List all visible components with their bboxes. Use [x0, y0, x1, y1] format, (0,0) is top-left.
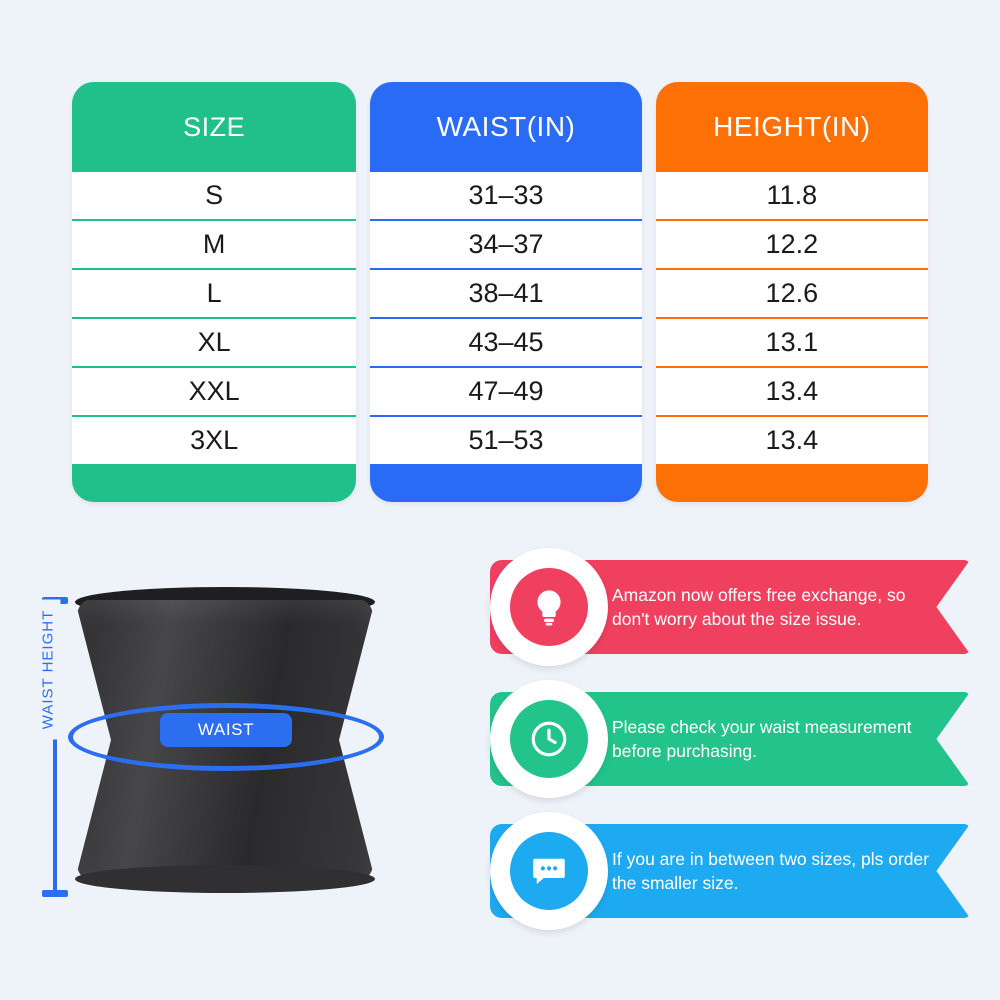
table-cell: 43–45 [370, 319, 641, 366]
note-text: Please check your waist measurement before purchasing. [612, 717, 912, 761]
table-cell: 31–33 [370, 172, 641, 219]
height-bar-cap-bottom [42, 890, 68, 897]
table-cell: XXL [72, 368, 356, 415]
table-column-waist [370, 82, 641, 502]
lightbulb-icon [510, 568, 588, 646]
table-cell: 12.2 [656, 221, 928, 268]
table-cell: M [72, 221, 356, 268]
table-cell: 51–53 [370, 417, 641, 464]
clock-icon [510, 700, 588, 778]
table-cell: 13.4 [656, 417, 928, 464]
note-text: If you are in between two sizes, pls order the smaller size. [612, 849, 930, 893]
column-cells-size [72, 172, 356, 502]
notes-panel [430, 550, 970, 950]
belt-bottom-edge [75, 865, 375, 893]
note-badge [490, 680, 608, 798]
note-item [490, 824, 970, 918]
table-cell: XL [72, 319, 356, 366]
note-item [490, 560, 970, 654]
column-cells-waist [370, 172, 641, 502]
table-cell: L [72, 270, 356, 317]
table-cell: 13.1 [656, 319, 928, 366]
table-cell: 38–41 [370, 270, 641, 317]
table-cell: 11.8 [656, 172, 928, 219]
table-cell: 12.6 [656, 270, 928, 317]
note-badge [490, 812, 608, 930]
chat-bubble-icon [510, 832, 588, 910]
column-cells-height [656, 172, 928, 502]
size-chart-table [72, 82, 928, 502]
table-cell: 3XL [72, 417, 356, 464]
column-header-size: SIZE [183, 111, 246, 142]
table-column-size [72, 82, 356, 502]
table-cell: 47–49 [370, 368, 641, 415]
table-cell: 34–37 [370, 221, 641, 268]
column-header-height: HEIGHT(IN) [713, 111, 871, 142]
note-item [490, 692, 970, 786]
table-cell: 13.4 [656, 368, 928, 415]
note-badge [490, 548, 608, 666]
note-text: Amazon now offers free exchange, so don't worry about the size issue. [612, 585, 906, 629]
waist-height-label: WAIST HEIGHT [36, 600, 61, 740]
waist-label: WAIST [160, 713, 292, 747]
column-header-waist: WAIST(IN) [436, 111, 576, 142]
table-column-height [656, 82, 928, 502]
product-illustration [20, 545, 430, 975]
table-cell: S [72, 172, 356, 219]
